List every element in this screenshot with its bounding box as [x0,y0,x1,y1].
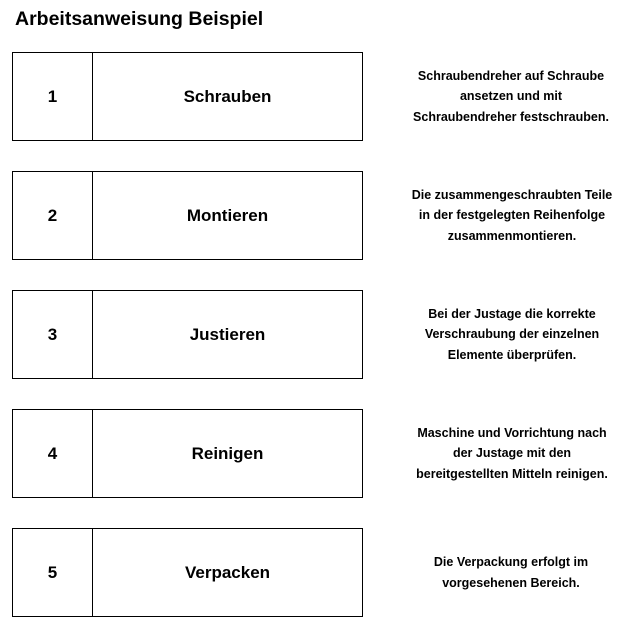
step-description-text: Die zusammengeschraubten Teile in der festgelegten Reihenfolge zusammenmontieren. [411,187,613,243]
step-description-text: Schraubendreher auf Schraube ansetzen und mit Schraubendreher festschrauben. [413,68,609,124]
step-4 [0,409,620,501]
step-box [12,52,363,141]
step-name: Verpacken [184,562,271,582]
step-description [408,171,616,260]
step-name: Justieren [189,324,266,344]
step-box [12,171,363,260]
step-3 [0,290,620,382]
step-description-text: Bei der Justage die korrekte Verschraubung der einzelnen Elemente überprüfen. [424,306,600,362]
step-1 [0,52,620,144]
step-number: 5 [13,529,93,616]
step-number: 4 [13,410,93,497]
step-description [412,409,612,498]
step-description [411,52,611,141]
step-name: Montieren [186,205,269,225]
step-box [12,290,363,379]
step-description [405,290,619,379]
step-description-text: Maschine und Vorrichtung nach der Justage mit den bereitgestellten Mitteln reinigen. [416,425,608,481]
step-description-text: Die Verpackung erfolgt im vorgesehenen Bereich. [433,555,589,590]
step-box [12,528,363,617]
step-name: Reinigen [191,443,264,463]
step-2 [0,171,620,263]
page-title: Arbeitsanweisung Beispiel [15,8,264,30]
step-description [411,528,611,617]
step-number: 3 [13,291,93,378]
step-box [12,409,363,498]
step-number: 1 [13,53,93,140]
step-number: 2 [13,172,93,259]
step-name: Schrauben [183,86,272,106]
step-5 [0,528,620,620]
